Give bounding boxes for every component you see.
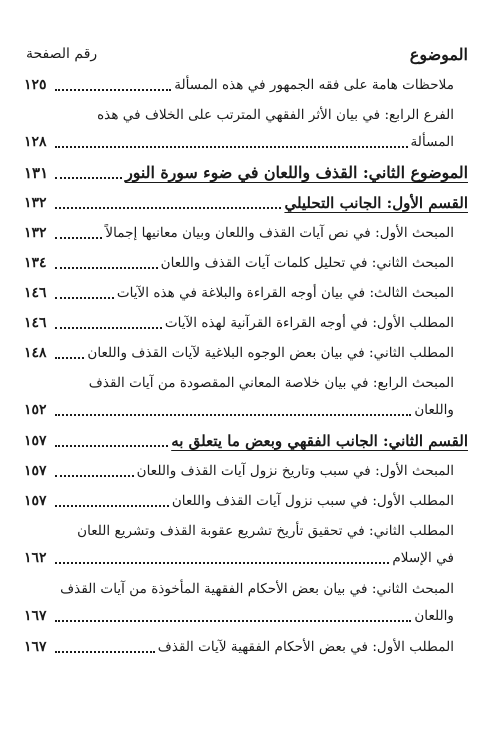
leader-dots [55,206,281,209]
toc-entry-page: ١٦٧ [24,639,47,655]
toc-entry [24,248,468,278]
toc-entry-title: المطلب الأول: في أوجه القراءة القرآنية لهذه الآيات [164,315,454,331]
toc-entry [24,308,468,338]
toc-entry [24,218,468,248]
leader-dots [55,356,84,359]
toc-entry-page: ١٥٧ [24,433,47,449]
toc-entry [24,516,468,574]
toc-entry-page: ١٤٦ [24,285,47,301]
toc-entry-title: المطلب الأول: في بعض الأحكام الفقهية لآيات القذف [157,639,454,655]
toc-entry [24,574,468,632]
toc-entry-page: ١٥٧ [24,463,47,479]
leader-dots [55,236,102,239]
toc-entry-page: ١٦٧ [24,608,47,624]
toc-entry-title: المطلب الثاني: في بيان بعض الوجوه البلاغية لآيات القذف واللعان [87,345,454,361]
leader-dots [55,561,389,564]
table-of-contents [24,70,468,662]
toc-entry-page: ١٤٨ [24,345,47,361]
toc-entry-page: ١٢٥ [24,77,47,93]
toc-entry-page: ١٤٦ [24,315,47,331]
toc-entry-title-continued: واللعان [414,608,454,624]
toc-entry-section [24,188,468,218]
toc-entry-title: المبحث الثالث: في بيان أوجه القراءة والبلاغة في هذه الآيات [116,285,454,301]
toc-entry-title: المطلب الثاني: في تحقيق تأريخ تشريع عقوبة القذف وتشريع اللعان [77,523,454,539]
toc-entry [24,368,468,426]
toc-entry-topic [24,158,468,188]
toc-entry-page: ١٣٢ [24,195,47,211]
toc-entry-page: ١٣١ [24,164,49,182]
toc-entry-title: المبحث الأول: في نص آيات القذف واللعان وبيان معانيها إجمالاً [105,225,454,241]
leader-dots [55,326,162,329]
toc-entry-title: المطلب الأول: في سبب نزول آيات القذف واللعان [171,493,454,509]
toc-entry-title-continued: في الإسلام [392,550,454,566]
toc-entry-title: القسم الثاني: الجانب الفقهي وبعض ما يتعلق به [171,432,468,450]
toc-entry-title: المبحث الرابع: في بيان خلاصة المعاني المقصودة من آيات القذف [88,375,454,391]
toc-entry-title: الموضوع الثاني: القذف واللعان في ضوء سورة النور [125,163,468,182]
toc-entry [24,632,468,662]
toc-entry-page: ١٦٢ [24,550,47,566]
toc-entry [24,338,468,368]
toc-entry [24,70,468,100]
toc-entry [24,278,468,308]
toc-entry-title: ملاحظات هامة على فقه الجمهور في هذه المسألة [174,77,454,93]
topic-column-heading: الموضوع [409,44,468,64]
toc-entry-title: القسم الأول: الجانب التحليلي [284,194,468,212]
toc-entry-title-continued: واللعان [414,402,454,418]
leader-dots [55,176,122,179]
leader-dots [55,504,169,507]
toc-entry-page: ١٢٨ [24,134,47,150]
toc-entry-title: الفرع الرابع: في بيان الأثر الفقهي المترتب على الخلاف في هذه [97,107,454,123]
toc-entry-page: ١٥٧ [24,493,47,509]
toc-header [26,42,468,66]
leader-dots [55,619,411,622]
toc-entry-page: ١٥٢ [24,402,47,418]
leader-dots [55,266,158,269]
toc-entry-title-continued: المسألة [410,134,454,150]
leader-dots [55,413,411,416]
toc-entry-page: ١٣٤ [24,255,47,271]
toc-entry-title: المبحث الثاني: في بيان بعض الأحكام الفقهية المأخوذة من آيات القذف [60,581,454,597]
leader-dots [55,88,171,91]
toc-entry-section [24,426,468,456]
toc-entry [24,100,468,158]
toc-entry [24,486,468,516]
toc-entry-title: المبحث الأول: في سبب وتاريخ نزول آيات القذف واللعان [136,463,454,479]
toc-entry-page: ١٣٢ [24,225,47,241]
toc-entry-title: المبحث الثاني: في تحليل كلمات آيات القذف واللعان [160,255,454,271]
page-number-column-heading: رقم الصفحة [26,46,98,62]
leader-dots [55,145,408,148]
leader-dots [55,474,134,477]
leader-dots [55,650,155,653]
leader-dots [55,296,114,299]
leader-dots [55,444,168,447]
toc-entry [24,456,468,486]
